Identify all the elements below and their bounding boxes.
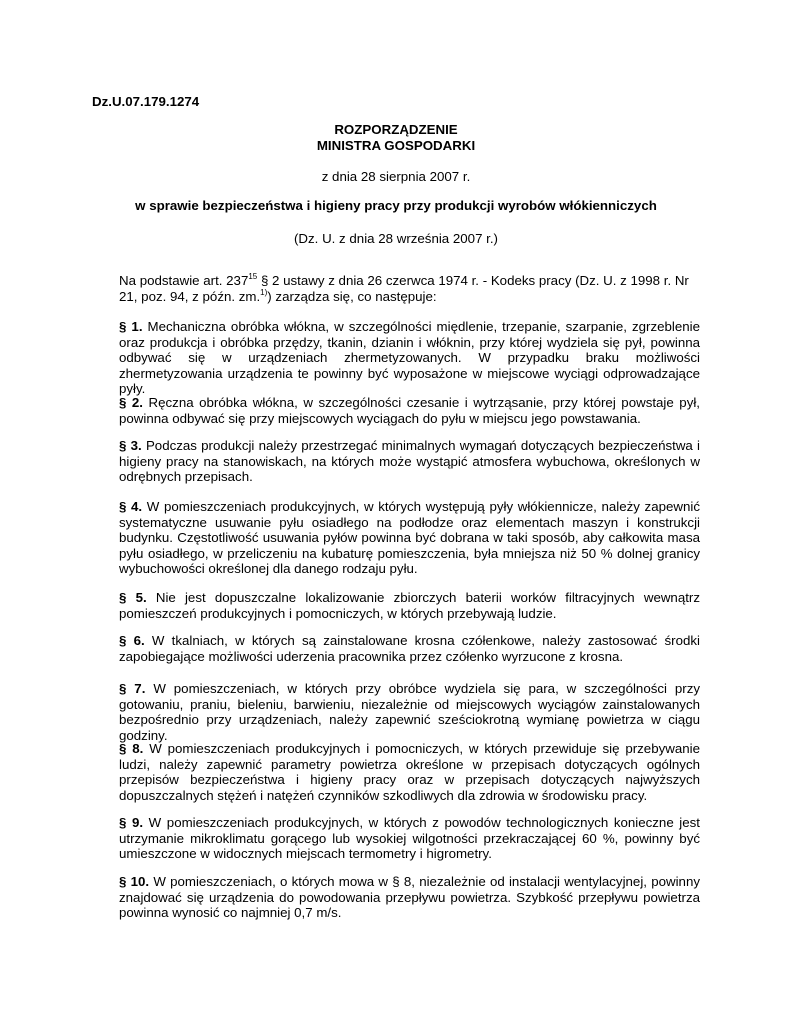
paragraph-number: § 6.	[119, 633, 145, 648]
paragraph-number: § 1.	[119, 319, 143, 334]
paragraph-4	[92, 499, 700, 577]
paragraph-text: W pomieszczeniach, w których przy obróbce wydziela się para, w szczególności przy gotowaniu, praniu, bieleniu, barwieniu, niezależnie od miejscowych wyciągów zainstalowanych bezpośrednio przy urządzeniach, należy zapewnić sześciokrotną wymianę powietrza w ciągu godziny.	[119, 681, 700, 743]
paragraph-number: § 9.	[119, 815, 144, 830]
document-reference: Dz.U.07.179.1274	[92, 94, 200, 109]
paragraph-number: § 4.	[119, 499, 143, 514]
preamble-text-1: Na podstawie art. 237	[119, 273, 249, 288]
paragraph-10	[92, 874, 700, 921]
preamble-superscript-1: 15	[248, 272, 258, 281]
paragraph-number: § 8.	[119, 741, 144, 756]
paragraph-text: W pomieszczeniach produkcyjnych, w których występują pyły włókiennicze, należy zapewnić systematyczne usuwanie pyłu osiadłego na podłodze oraz elementach maszyn i konstrukcji budynku. Częstotliwość usuwania pyłów powinna być dobrana w taki sposób, aby całkowita masa pyłu osiadłego, w przeliczeniu na kubaturę pomieszczenia, była mniejsza niż 50 % dolnej granicy wybuchowości określonej dla danego rodzaju pyłu.	[119, 499, 700, 577]
paragraph-text: W pomieszczeniach, o których mowa w § 8, niezależnie od instalacji wentylacyjnej, powinny znajdować się urządzenia do powodowania przepływu powietrza. Szybkość przepływu powietrza powinna wynosić co najmniej 0,7 m/s.	[119, 874, 700, 921]
title-line-2: MINISTRA GOSPODARKI	[316, 137, 476, 153]
document-date: z dnia 28 sierpnia 2007 r.	[321, 169, 471, 184]
paragraph-7	[92, 681, 700, 743]
paragraph-text: Nie jest dopuszczalne lokalizowanie zbiorczych baterii worków filtracyjnych wewnątrz pomieszczeń produkcyjnych i pomocniczych, w których przebywają ludzie.	[119, 590, 700, 621]
paragraph-text: W pomieszczeniach produkcyjnych, w których z powodów technologicznych konieczne jest utrzymanie mikroklimatu gorącego lub wysokiej wilgotności przekraczającej 60 %, powinny być umieszczone w widocznych miejscach termometry i higrometry.	[119, 815, 700, 862]
document-subject: w sprawie bezpieczeństwa i higieny pracy przy produkcji wyrobów włókienniczych	[135, 198, 657, 213]
paragraph-6	[92, 633, 700, 664]
paragraph-number: § 2.	[119, 395, 144, 410]
paragraph-number: § 7.	[119, 681, 146, 696]
paragraph-5	[92, 590, 700, 621]
paragraph-2	[92, 395, 700, 426]
paragraph-3	[92, 438, 700, 485]
paragraph-number: § 3.	[119, 438, 142, 453]
preamble-footnote-ref: 1)	[260, 287, 268, 297]
paragraph-text: Podczas produkcji należy przestrzegać minimalnych wymagań dotyczących bezpieczeństwa i higieny pracy na stanowiskach, na których może wystąpić atmosfera wybuchowa, określonych w odrębnych przepisach.	[119, 438, 700, 485]
paragraph-text: Ręczna obróbka włókna, w szczególności czesanie i wytrząsanie, przy której powstaje pył, powinna odbywać się przy miejscowych wyciągach do pyłu w miejscu jego powstawania.	[119, 395, 700, 426]
preamble-text-3: ) zarządza się, co następuje:	[267, 288, 437, 304]
paragraph-text: Mechaniczna obróbka włókna, w szczególności międlenie, trzepanie, szarpanie, zgrzeblenie oraz produkcja i obróbka przędzy, tkanin, dzianin i włóknin, przy której wydziela się pył, powinna odbywać się w urządzeniach zhermetyzowanych. W przypadku braku możliwości zhermetyzowania urządzenia te powinny być wyposażone w miejscowe wyciągi odprowadzające pyły.	[119, 319, 700, 397]
document-title	[92, 122, 700, 153]
paragraph-number: § 5.	[119, 590, 147, 605]
paragraph-text: W tkalniach, w których są zainstalowane krosna czółenkowe, należy zastosować środki zapobiegające możliwości uderzenia pracownika przez czółenko wyrzucone z krosna.	[119, 633, 700, 664]
paragraph-8	[92, 741, 700, 803]
paragraph-number: § 10.	[119, 874, 150, 889]
paragraph-1	[92, 319, 700, 397]
preamble-text-2: § 2 ustawy z dnia 26 czerwca 1974 r. - Kodeks pracy (Dz. U. z 1998 r. Nr 21, poz. 94, z późn. zm.	[119, 273, 689, 304]
paragraph-text: W pomieszczeniach produkcyjnych i pomocniczych, w których przewiduje się przebywanie ludzi, należy zapewnić parametry powietrza określone w przepisach dotyczących ogólnych przepisów bezpieczeństwa i higieny pracy oraz w przepisach dotyczących najwyższych dopuszczalnych stężeń i natężeń czynników szkodliwych dla zdrowia w środowisku pracy.	[119, 741, 700, 803]
publication-info: (Dz. U. z dnia 28 września 2007 r.)	[294, 231, 498, 246]
paragraph-9	[92, 815, 700, 862]
preamble	[92, 273, 700, 304]
title-line-1: ROZPORZĄDZENIE	[334, 122, 458, 137]
